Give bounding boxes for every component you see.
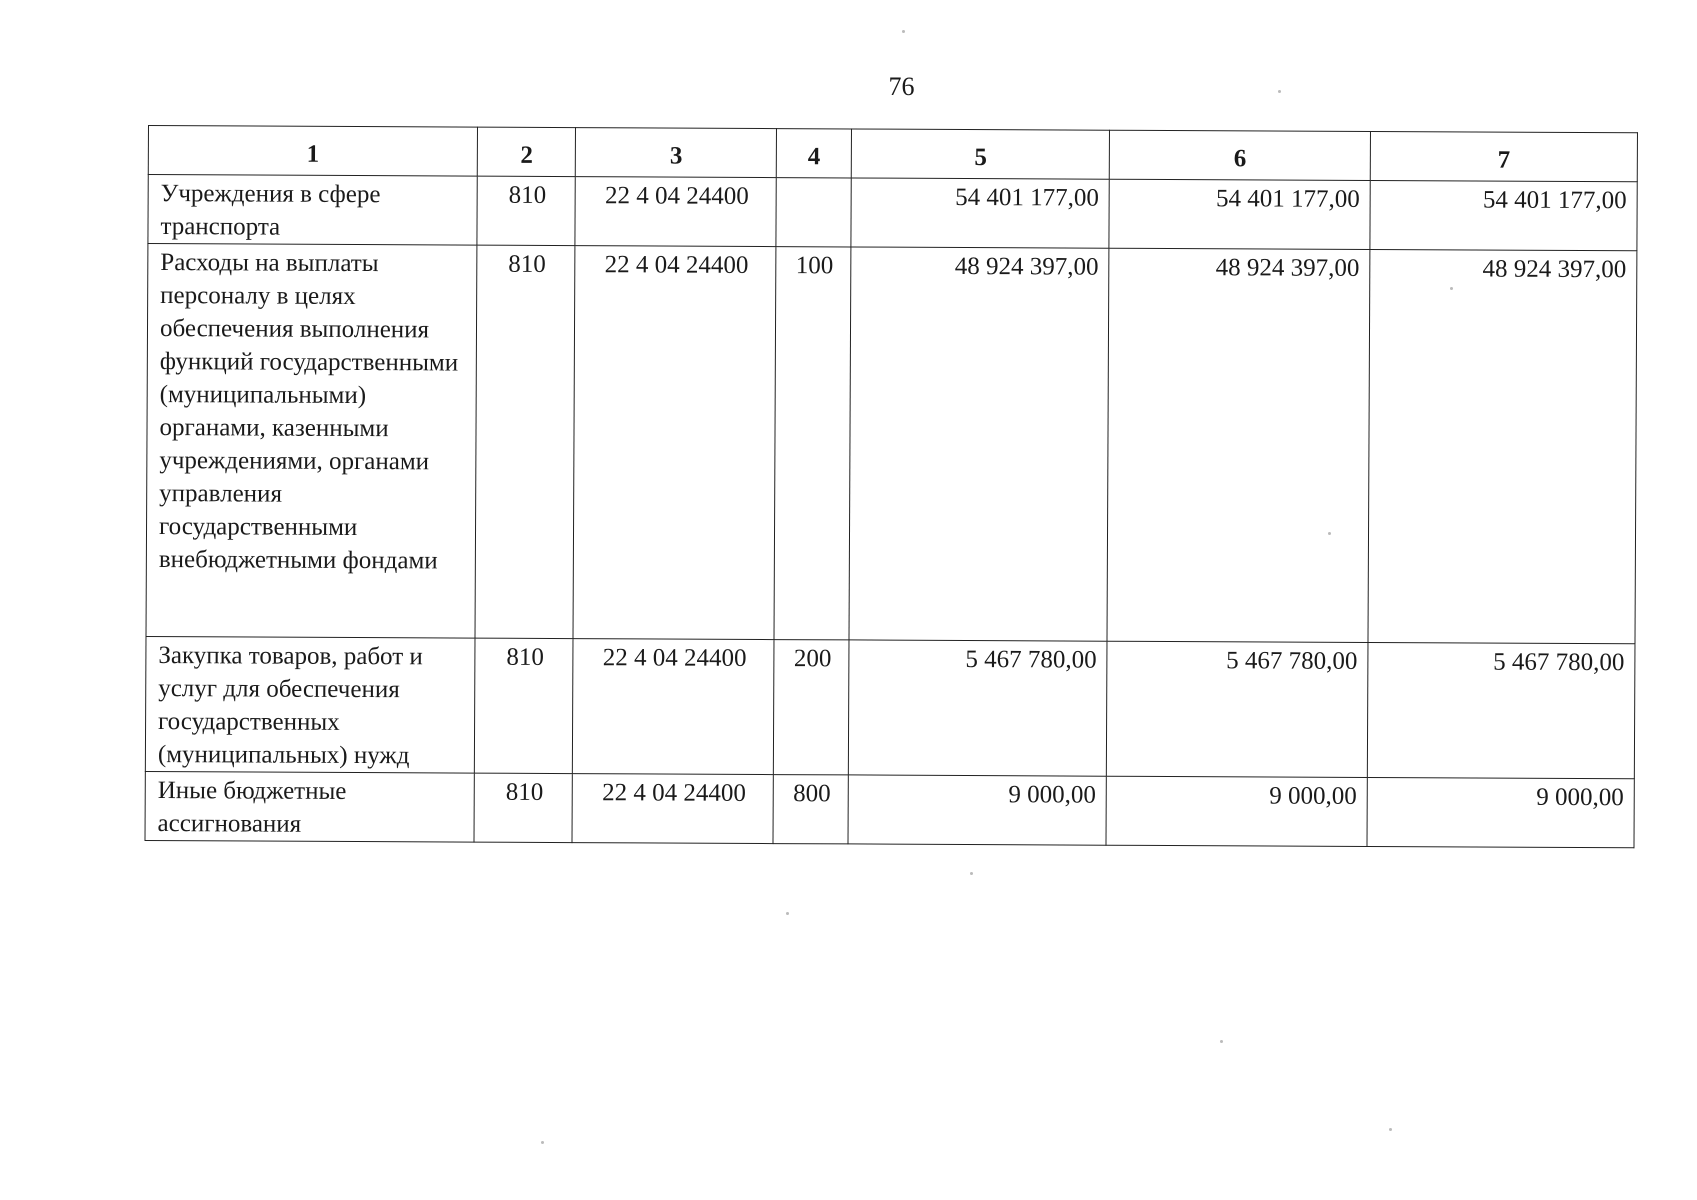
ministry-code-cell: 810	[474, 773, 573, 842]
amount-cell: 48 924 397,00	[1368, 249, 1637, 643]
amount-cell: 9 000,00	[1106, 776, 1367, 846]
amount-cell: 5 467 780,00	[849, 640, 1108, 776]
row-name-cell: Учреждения в сфере транспорта	[148, 175, 477, 246]
column-header: 6	[1109, 130, 1370, 180]
table-row	[146, 244, 1637, 644]
scan-speck	[1389, 1128, 1392, 1131]
scan-speck	[902, 30, 905, 33]
ministry-code-cell: 810	[475, 245, 575, 638]
row-name-cell: Расходы на выплаты персоналу в целях обеспечения выполнения функций государственными (муниципальными) органами, казенными учреждениями, органами управления государственными внебюджетными фондами	[146, 244, 477, 639]
expense-type-cell	[776, 178, 852, 247]
amount-cell: 54 401 177,00	[1370, 180, 1637, 250]
budget-table	[145, 125, 1638, 848]
column-header: 3	[576, 128, 777, 178]
amount-cell: 5 467 780,00	[1367, 642, 1635, 778]
target-article-cell: 22 4 04 24400	[573, 246, 776, 640]
column-header: 5	[852, 129, 1110, 179]
amount-cell: 54 401 177,00	[851, 178, 1109, 248]
scan-speck	[1328, 532, 1331, 535]
expense-type-cell: 800	[773, 775, 849, 844]
table-row	[145, 636, 1635, 778]
column-header: 2	[477, 127, 576, 176]
column-header: 7	[1370, 131, 1637, 181]
scan-speck	[1278, 90, 1281, 93]
row-name-cell: Закупка товаров, работ и услуг для обеспечения государственных (муниципальных) нужд	[145, 636, 475, 773]
amount-cell: 48 924 397,00	[1107, 248, 1370, 642]
amount-cell: 48 924 397,00	[849, 247, 1109, 641]
page-number: 76	[888, 72, 915, 101]
amount-cell: 9 000,00	[1367, 777, 1634, 847]
column-header: 1	[148, 126, 477, 177]
ministry-code-cell: 810	[477, 176, 576, 245]
target-article-cell: 22 4 04 24400	[573, 639, 774, 775]
amount-cell: 9 000,00	[848, 775, 1106, 845]
ministry-code-cell: 810	[474, 638, 573, 773]
expense-type-cell: 100	[774, 247, 851, 640]
scan-speck	[786, 912, 789, 915]
target-article-cell: 22 4 04 24400	[575, 177, 776, 247]
table-row	[148, 175, 1637, 251]
scan-speck	[1220, 1040, 1223, 1043]
amount-cell: 5 467 780,00	[1107, 641, 1369, 777]
target-article-cell: 22 4 04 24400	[572, 774, 773, 844]
row-name-cell: Иные бюджетные ассигнования	[145, 771, 474, 842]
scan-speck	[1450, 287, 1453, 290]
table-row	[145, 771, 1634, 847]
scan-speck	[541, 1141, 544, 1144]
table-header-row	[148, 126, 1637, 182]
column-header: 4	[776, 129, 851, 178]
expense-type-cell: 200	[773, 640, 849, 775]
amount-cell: 54 401 177,00	[1109, 179, 1370, 249]
scan-speck	[970, 872, 973, 875]
